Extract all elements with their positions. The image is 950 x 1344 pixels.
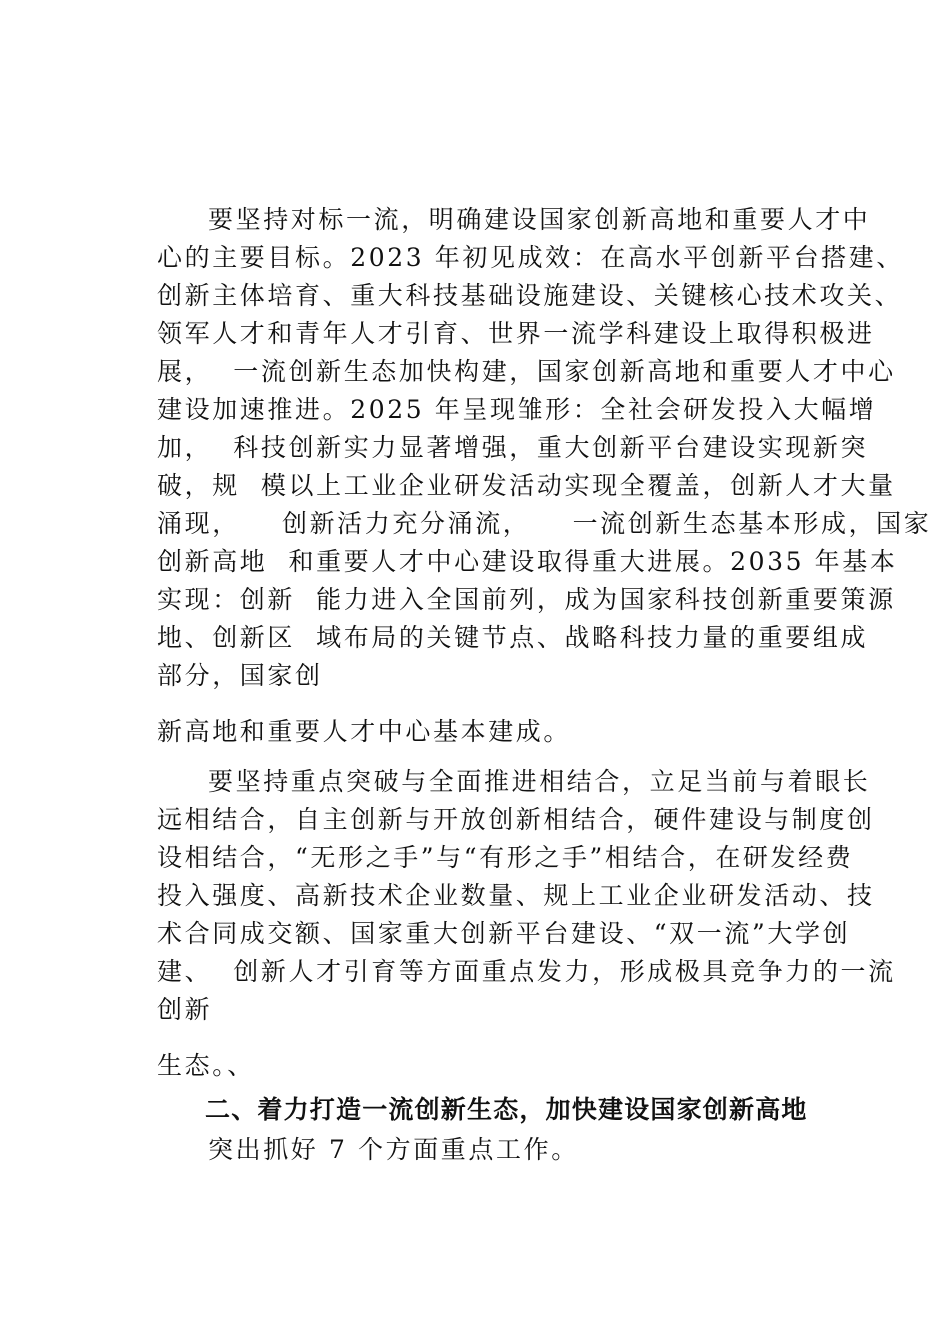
paragraph-2-line-8: 生态。、	[157, 1051, 255, 1080]
paragraph-1-line-10: 创新高地 和重要人才中心建设取得重大进展。2035 年基本	[157, 547, 898, 576]
paragraph-1-line-4: 领军人才和青年人才引育、世界一流学科建设上取得积极进	[157, 319, 875, 348]
paragraph-1-line-6: 建设加速推进。2025 年呈现雏形：全社会研发投入大幅增	[157, 395, 877, 424]
paragraph-1-line-7: 加， 科技创新实力显著增强，重大创新平台建设实现新突	[157, 433, 869, 462]
paragraph-2-line-4: 投入强度、高新技术企业数量、规上工业企业研发活动、技	[157, 881, 875, 910]
paragraph-1-line-11: 实现：创新 能力进入全国前列，成为国家科技创新重要策源	[157, 585, 896, 614]
section-2-heading: 二、着力打造一流创新生态，加快建设国家创新高地	[205, 1095, 808, 1124]
paragraph-2-line-6: 建、 创新人才引育等方面重点发力，形成极具竞争力的一流	[157, 957, 896, 986]
paragraph-1-line-2: 心的主要目标。2023 年初见成效：在高水平创新平台搭建、	[157, 243, 904, 272]
paragraph-1-line-3: 创新主体培育、重大科技基础设施建设、关键核心技术攻关、	[157, 281, 903, 310]
paragraph-2-line-2: 远相结合，自主创新与开放创新相结合，硬件建设与制度创	[157, 805, 875, 834]
paragraph-2-line-5: 术合同成交额、国家重大创新平台建设、“双一流”大学创	[157, 919, 851, 948]
paragraph-1-line-13: 部分，国家创	[157, 661, 323, 690]
paragraph-2-line-3: 设相结合，“无形之手”与“有形之手”相结合，在研发经费	[157, 843, 854, 872]
paragraph-2-line-7: 创新	[157, 995, 213, 1024]
paragraph-1-line-5: 展， 一流创新生态加快构建，国家创新高地和重要人才中心	[157, 357, 896, 386]
paragraph-1-line-8: 破，规 模以上工业企业研发活动实现全覆盖，创新人才大量	[157, 471, 896, 500]
paragraph-1-line-12: 地、创新区 域布局的关键节点、战略科技力量的重要组成	[157, 623, 869, 652]
section-2-intro: 突出抓好 7 个方面重点工作。	[208, 1135, 579, 1164]
paragraph-1-line-1: 要坚持对标一流，明确建设国家创新高地和重要人才中	[208, 205, 871, 234]
paragraph-1-line-9: 涌现， 创新活力充分涌流， 一流创新生态基本形成，国家	[157, 509, 932, 538]
paragraph-1-line-14: 新高地和重要人才中心基本建成。	[157, 717, 572, 746]
paragraph-2-line-1: 要坚持重点突破与全面推进相结合，立足当前与着眼长	[208, 767, 871, 796]
